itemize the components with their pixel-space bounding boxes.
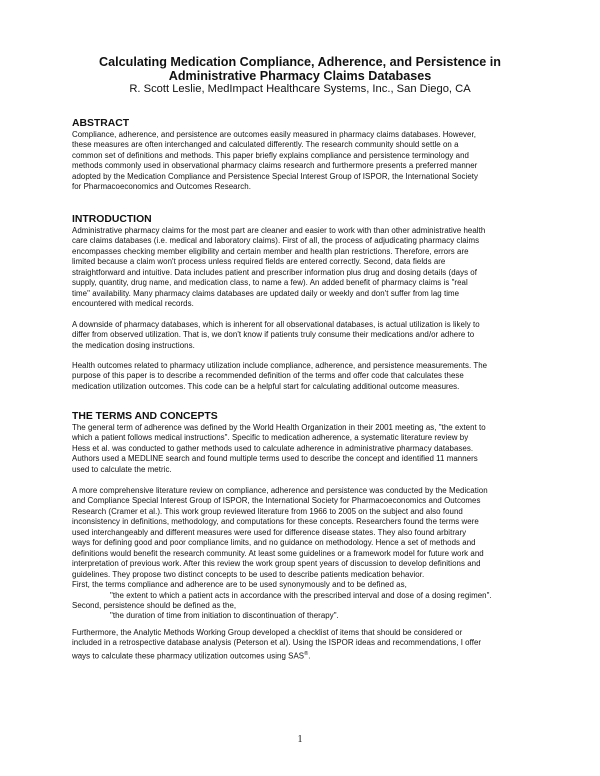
- text-line: medication utilization outcomes. This code can be a helpful start for calculating additional outcome measures.: [72, 381, 460, 391]
- text-line: encompasses checking member eligibility and certain member and health plan restrictions. Therefore, errors are: [72, 246, 469, 256]
- introduction-heading: INTRODUCTION: [72, 214, 152, 225]
- text-line: Authors used a MEDLINE search and found multiple terms used to describe the concept and identified 11 manners: [72, 454, 478, 464]
- text-line: straightforward and intuitive. Data includes patient and prescriber information plus drug and dosing details (days of: [72, 267, 477, 277]
- text-line: purpose of this paper is to describe a recommended definition of the terms and offer code that calculates these: [72, 371, 464, 381]
- text-line: First, the terms compliance and adherence are to be used synonymously and to be defined as,: [72, 580, 407, 590]
- period: .: [308, 651, 311, 661]
- text-line: methods commonly used in observational pharmacy claims research and furthermore presents a preferred manner: [72, 161, 478, 171]
- intro-paragraph-1: [72, 226, 536, 310]
- text-line: Furthermore, the Analytic Methods Working Group developed a checklist of items that should be considered or: [72, 628, 463, 637]
- text-line: common set of definitions and methods. This paper briefly explains compliance and persistence terminology and: [72, 150, 469, 160]
- text-line: time" availability. Many pharmacy claims databases are updated daily or weekly and don't suffer from lag time: [72, 288, 460, 298]
- text-line: definitions would benefit the research community. At least some guidelines or a framework model for future work and: [72, 548, 484, 558]
- definition-quote-persistence: "the duration of time from initiation to discontinuation of therapy".: [110, 611, 339, 621]
- abstract-heading: ABSTRACT: [72, 118, 130, 129]
- terms-paragraph-3: [72, 628, 536, 662]
- terms-heading: THE TERMS AND CONCEPTS: [72, 411, 218, 422]
- author-line: R. Scott Leslie, MedImpact Healthcare Systems, Inc., San Diego, CA: [129, 83, 471, 95]
- text-line: which a patient follows medical instructions". Specific to medication adherence, a systematic literature review by: [72, 433, 469, 443]
- text-line: used interchangeably and different measures were used for difference disease states. They also found arbitrary: [72, 527, 467, 537]
- text-line: A more comprehensive literature review on compliance, adherence and persistence was conducted by the Medication: [72, 486, 488, 495]
- text-line: and Compliance Special Interest Group of ISPOR, the International Society for Pharmacoeconomics and Outcomes: [72, 496, 481, 506]
- registered-mark: ®: [304, 650, 309, 657]
- text-line: Second, persistence should be defined as the,: [72, 600, 237, 610]
- paper-title: [60, 55, 540, 83]
- abstract-section: [72, 118, 536, 193]
- terms-section: [72, 411, 536, 475]
- text-line: Health outcomes related to pharmacy utilization include compliance, adherence, and persistence measurements. The: [72, 361, 488, 370]
- title-line-1: Calculating Medication Compliance, Adherence, and Persistence in: [99, 55, 501, 69]
- text-line: supply, quantity, drug name, and medication class, to name a few). An added benefit of pharmacy claims is "real: [72, 278, 468, 288]
- text-line: included in a retrospective database analysis (Peterson et al). Using the ISPOR ideas and recommendations, I offer: [72, 638, 482, 648]
- text-line: inconsistency in definitions, methodology, and computations for these concepts. Researchers found the terms were: [72, 517, 479, 527]
- text-line: adopted by the Medication Compliance and Persistence Special Interest Group of ISPOR, the International Society: [72, 171, 479, 181]
- intro-paragraph-3: [72, 361, 536, 392]
- text-line: limited because a claim won't process unless required fields are entered correctly. Second, data fields are: [72, 257, 446, 267]
- text-line: care claims databases (i.e. medical and laboratory claims). First of all, the process of adjudicating pharmacy claims: [72, 236, 480, 246]
- intro-paragraph-2: [72, 320, 536, 351]
- introduction-section: [72, 214, 536, 310]
- text-line: differ from observed utilization. That is, we don't know if patients truly consume their medications and/or adhere to: [72, 330, 475, 340]
- text-line: these measures are often interchanged and calculated differently. The research community should settle on a: [72, 140, 459, 150]
- text-line: Compliance, adherence, and persistence are outcomes easily measured in pharmacy claims databases. However,: [72, 130, 476, 139]
- text-line: ways for defining good and poor compliance limits, and no guidance on methodology. Hence a set of methods and: [72, 538, 476, 548]
- text-line: for Pharmacoeconomics and Outcomes Research.: [72, 182, 251, 192]
- text-line: interpretation of previous work. After this review the work group spent years of discussion to develop definitions and: [72, 559, 481, 569]
- sas-text: ways to calculate these pharmacy utilization outcomes using SAS: [72, 651, 305, 661]
- abstract-paragraph: [72, 130, 536, 193]
- text-line: A downside of pharmacy databases, which is inherent for all observational databases, is actual utilization is likely to: [72, 320, 480, 329]
- text-line: Administrative pharmacy claims for the most part are cleaner and easier to work with than other administrative health: [72, 226, 486, 235]
- page-number: 1: [297, 734, 303, 745]
- text-line: used to calculate the metric.: [72, 464, 172, 474]
- text-line: Hess et al. was conducted to gather methods used to calculate adherence in administrative pharmacy databases.: [72, 443, 474, 453]
- text-line: Research (Cramer et al.). This work group reviewed literature from 1966 to 2005 on the subject and also found: [72, 506, 463, 516]
- text-line-last: [72, 649, 536, 662]
- terms-paragraph-2: [72, 486, 536, 622]
- text-line: the medication dosing instructions.: [72, 340, 195, 350]
- text-line: encountered with medical records.: [72, 299, 194, 309]
- title-line-2: Administrative Pharmacy Claims Databases: [168, 69, 432, 83]
- definition-quote-compliance: "the extent to which a patient acts in accordance with the prescribed interval and dose of a dosing regimen".: [110, 590, 492, 600]
- terms-paragraph-1: [72, 423, 536, 475]
- text-line: guidelines. They propose two distinct concepts to be used to describe patients medication behavior.: [72, 569, 425, 579]
- text-line: The general term of adherence was defined by the World Health Organization in their 2001 meeting as, "the extent to: [72, 423, 486, 432]
